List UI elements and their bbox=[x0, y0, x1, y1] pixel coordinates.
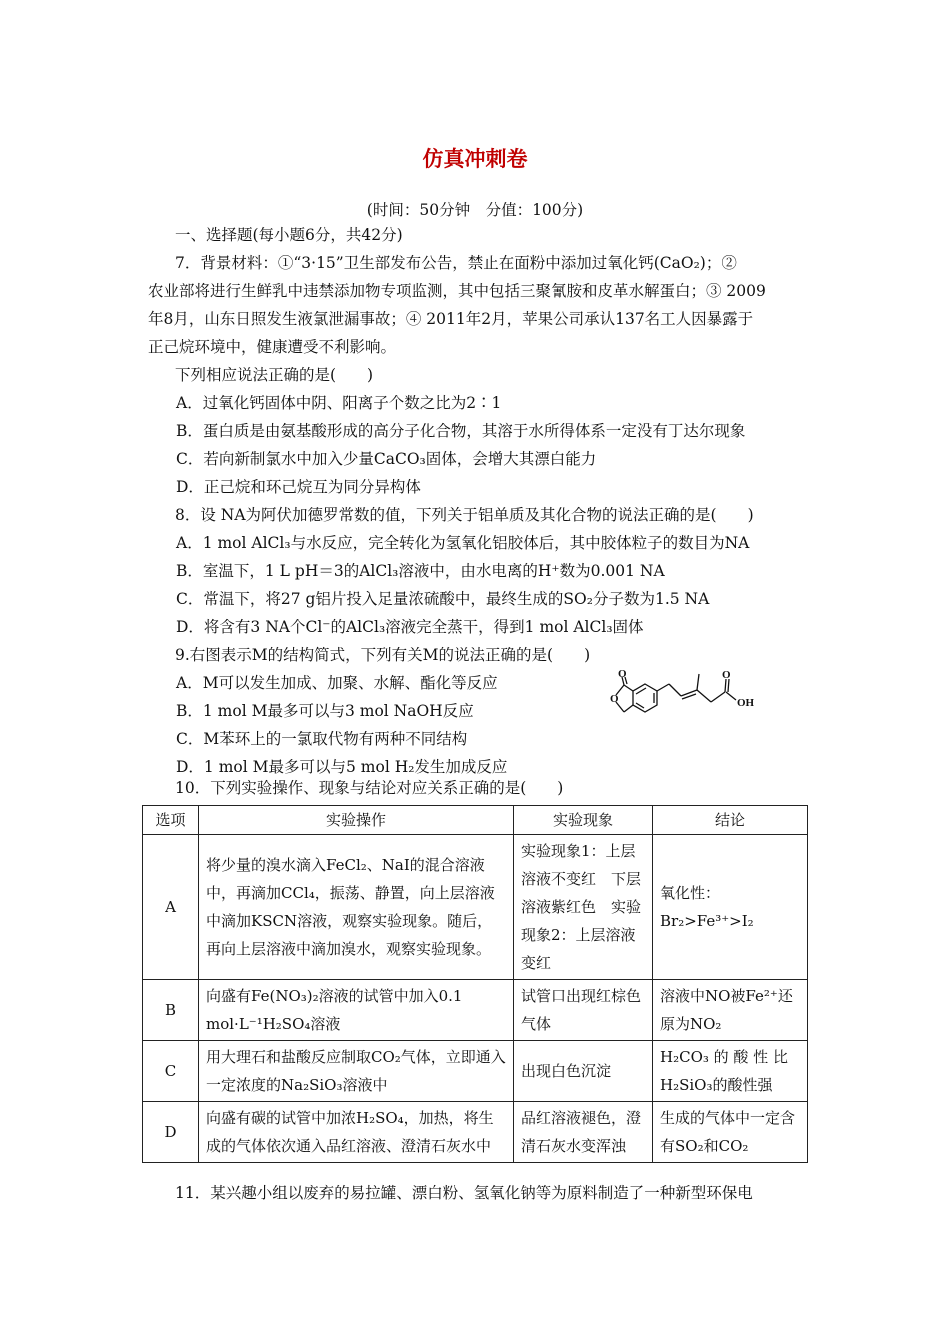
molecule-ring-o: O bbox=[610, 693, 619, 705]
q7-option-a: A．过氧化钙固体中阴、阳离子个数之比为2∶1 bbox=[176, 394, 502, 412]
row-c-phenomenon: 出现白色沉淀 bbox=[514, 1041, 653, 1102]
row-d-option: D bbox=[143, 1102, 199, 1163]
q9-option-c: C．M苯环上的一氯取代物有两种不同结构 bbox=[176, 730, 468, 748]
header-conclusion: 结论 bbox=[653, 806, 808, 835]
table-header-row bbox=[143, 806, 808, 835]
q8-option-b: B．室温下，1 L pH＝3的AlCl₃溶液中，由水电离的H⁺数为0.001 NA bbox=[176, 562, 665, 580]
experiment-table bbox=[142, 805, 808, 1163]
q8-option-c: C．常温下，将27 g铝片投入足量浓硫酸中，最终生成的SO₂分子数为1.5 NA bbox=[176, 590, 710, 608]
table-row bbox=[143, 980, 808, 1041]
row-b-option: B bbox=[143, 980, 199, 1041]
q8-option-a: A．1 mol AlCl₃与水反应，完全转化为氢氧化铝胶体后，其中胶体粒子的数目为NA bbox=[176, 534, 750, 552]
molecule-acid-o: O bbox=[722, 669, 731, 681]
q11-stem: 11．某兴趣小组以废弃的易拉罐、漂白粉、氢氧化钠等为原料制造了一种新型环保电 bbox=[175, 1184, 753, 1202]
q8-stem: 8．设 NA为阿伏加德罗常数的值，下列关于铝单质及其化合物的说法正确的是( ) bbox=[175, 506, 754, 524]
header-option: 选项 bbox=[143, 806, 199, 835]
q9-stem: 9.右图表示M的结构简式，下列有关M的说法正确的是( ) bbox=[175, 646, 591, 664]
row-a-phenomenon: 实验现象1：上层溶液不变红 下层溶液紫红色 实验现象2：上层溶液变红 bbox=[514, 835, 653, 980]
header-operation: 实验操作 bbox=[199, 806, 514, 835]
table-row bbox=[143, 1102, 808, 1163]
row-b-conclusion: 溶液中NO被Fe²⁺还原为NO₂ bbox=[653, 980, 808, 1041]
row-c-operation: 用大理石和盐酸反应制取CO₂气体，立即通入一定浓度的Na₂SiO₃溶液中 bbox=[199, 1041, 514, 1102]
q10-stem: 10．下列实验操作、现象与结论对应关系正确的是( ) bbox=[175, 779, 564, 797]
q8-option-d: D．将含有3 NA个Cl⁻的AlCl₃溶液完全蒸干，得到1 mol AlCl₃固体 bbox=[176, 618, 644, 636]
q7-line-4: 正己烷环境中，健康遭受不利影响。 bbox=[148, 338, 397, 356]
q9-option-b: B．1 mol M最多可以与3 mol NaOH反应 bbox=[176, 702, 474, 720]
molecule-hydroxyl: OH bbox=[737, 697, 755, 709]
q7-option-b: B．蛋白质是由氨基酸形成的高分子化合物，其溶于水所得体系一定没有丁达尔现象 bbox=[176, 422, 746, 440]
section-heading: 一、选择题(每小题6分，共42分) bbox=[175, 226, 403, 244]
row-a-option: A bbox=[143, 835, 199, 980]
row-c-option: C bbox=[143, 1041, 199, 1102]
q7-line-2: 农业部将进行生鲜乳中违禁添加物专项监测，其中包括三聚氰胺和皮革水解蛋白；③ 2009 bbox=[148, 282, 766, 300]
q9-option-d: D．1 mol M最多可以与5 mol H₂发生加成反应 bbox=[176, 758, 508, 776]
q7-option-c: C．若向新制氯水中加入少量CaCO₃固体，会增大其漂白能力 bbox=[176, 450, 597, 468]
q7-line-1: 7．背景材料：①“3·15”卫生部发布公告，禁止在面粉中添加过氧化钙(CaO₂)；② bbox=[175, 254, 737, 272]
header-phenomenon: 实验现象 bbox=[514, 806, 653, 835]
row-a-conclusion: 氧化性：Br₂>Fe³⁺>I₂ bbox=[653, 835, 808, 980]
row-b-operation: 向盛有Fe(NO₃)₂溶液的试管中加入0.1 mol·L⁻¹H₂SO₄溶液 bbox=[199, 980, 514, 1041]
molecule-carbonyl-o: O bbox=[618, 668, 627, 680]
row-b-phenomenon: 试管口出现红棕色气体 bbox=[514, 980, 653, 1041]
time-info: (时间：50分钟 分值：100分) bbox=[366, 201, 584, 219]
table-row bbox=[143, 835, 808, 980]
row-d-conclusion: 生成的气体中一定含有SO₂和CO₂ bbox=[653, 1102, 808, 1163]
table-row bbox=[143, 1041, 808, 1102]
q7-option-d: D．正己烷和环己烷互为同分异构体 bbox=[176, 478, 421, 496]
molecule-m-structure bbox=[605, 668, 785, 730]
row-d-phenomenon: 品红溶液褪色，澄清石灰水变浑浊 bbox=[514, 1102, 653, 1163]
row-d-operation: 向盛有碳的试管中加浓H₂SO₄，加热，将生成的气体依次通入品红溶液、澄清石灰水中 bbox=[199, 1102, 514, 1163]
row-a-operation: 将少量的溴水滴入FeCl₂、NaI的混合溶液中，再滴加CCl₄，振荡、静置，向上层溶液中滴加KSCN溶液，观察实验现象。随后，再向上层溶液中滴加溴水，观察实验现象。 bbox=[199, 835, 514, 980]
q7-stem: 下列相应说法正确的是( ) bbox=[175, 366, 374, 384]
q7-line-3: 年8月，山东日照发生液氯泄漏事故；④ 2011年2月，苹果公司承认137名工人因暴露于 bbox=[148, 310, 754, 328]
row-c-conclusion: H₂CO₃ 的 酸 性 比 H₂SiO₃的酸性强 bbox=[653, 1041, 808, 1102]
q9-option-a: A．M可以发生加成、加聚、水解、酯化等反应 bbox=[176, 674, 498, 692]
page-title: 仿真冲刺卷 bbox=[422, 146, 528, 171]
